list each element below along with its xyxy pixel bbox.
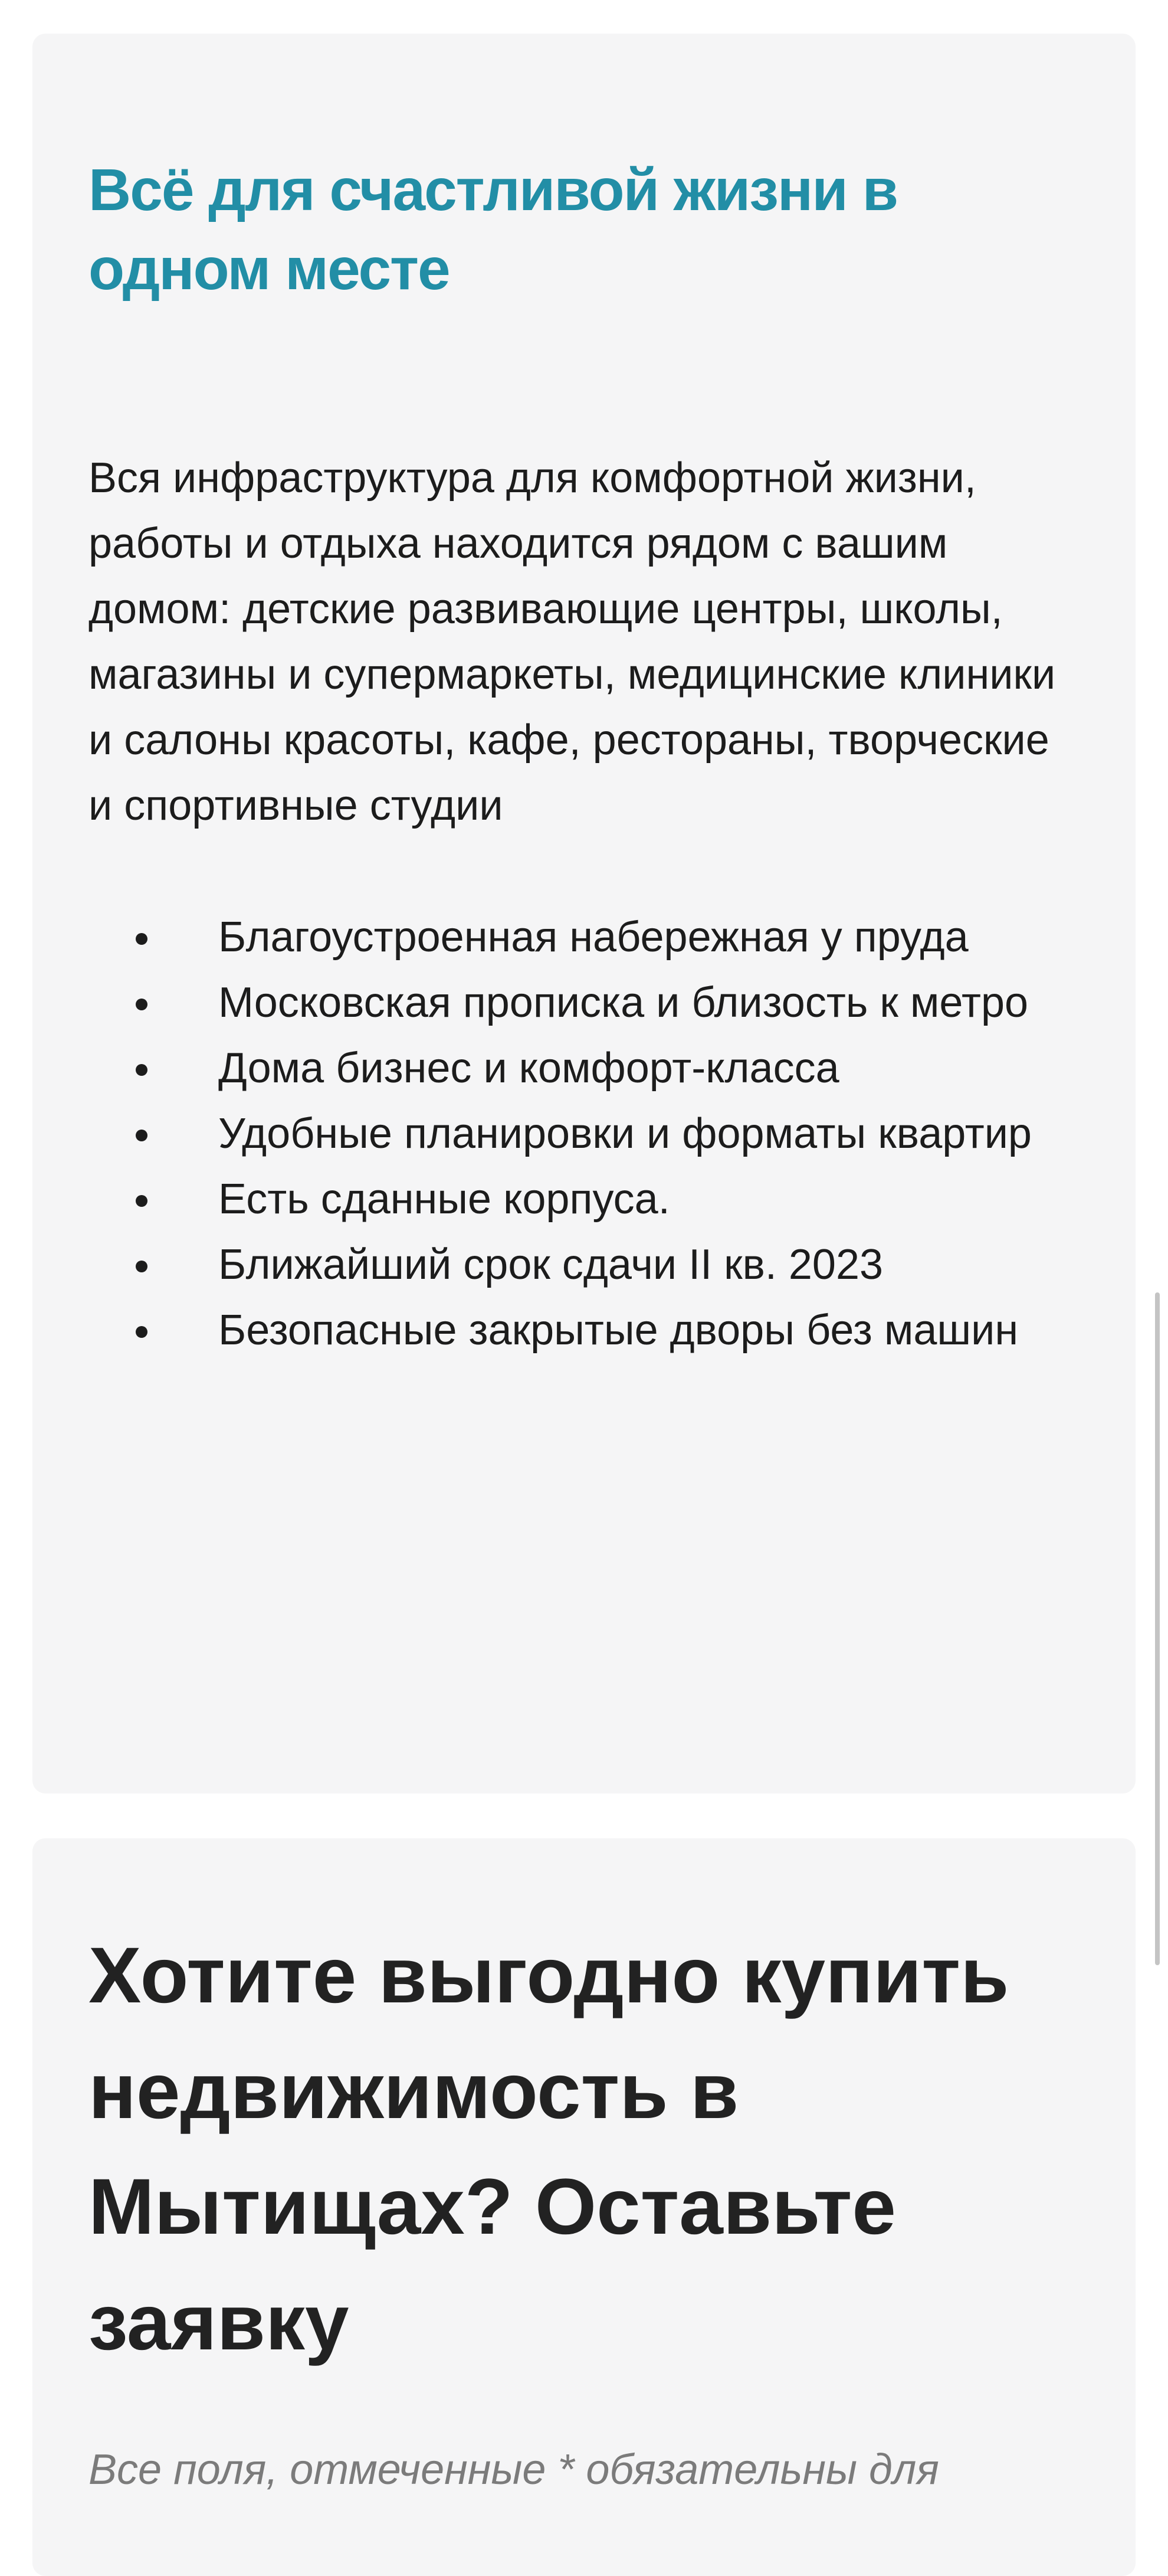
list-item-label: Московская прописка и близость к метро — [218, 979, 1029, 1026]
bullet-icon — [136, 1195, 147, 1207]
bullet-icon — [136, 1326, 147, 1338]
infrastructure-title: Всё для счастливой жизни в одном месте — [88, 157, 898, 302]
request-form-title: Хотите выгодно купить недвижимость в Мытищах? Оставьте заявку — [88, 1932, 1009, 2366]
list-item — [88, 905, 1068, 970]
required-fields-note: Все поля, отмеченные * обязательны для — [88, 2446, 939, 2493]
list-item-label: Благоустроенная набережная у пруда — [218, 914, 969, 961]
list-item — [88, 1101, 1068, 1167]
bullet-icon — [136, 933, 147, 945]
list-item — [88, 1036, 1068, 1101]
bullet-icon — [136, 1130, 147, 1141]
bullet-icon — [136, 1064, 147, 1076]
list-item-label: Удобные планировки и форматы квартир — [218, 1110, 1032, 1157]
list-item — [88, 1232, 1068, 1298]
list-item-label: Ближайший срок сдачи II кв. 2023 — [218, 1241, 884, 1288]
list-item-label: Безопасные закрытые дворы без машин — [218, 1307, 1019, 1354]
infrastructure-description: Вся инфраструктура для комфортной жизни, работы и отдыха находится рядом с вашим домом: детские развивающие центры, школы, магазины и супермаркеты, медицинские клиники и салоны красоты, кафе, рестораны, творческие и спортивные студии — [88, 454, 1056, 829]
features-list — [88, 905, 1068, 1363]
bullet-icon — [136, 999, 147, 1010]
list-item — [88, 970, 1068, 1036]
list-item — [88, 1298, 1068, 1363]
list-item-label: Дома бизнес и комфорт-класса — [218, 1045, 839, 1092]
list-item-label: Есть сданные корпуса. — [218, 1176, 670, 1223]
list-item — [88, 1167, 1068, 1232]
bullet-icon — [136, 1261, 147, 1272]
page-scrollbar[interactable] — [1155, 1292, 1160, 1965]
